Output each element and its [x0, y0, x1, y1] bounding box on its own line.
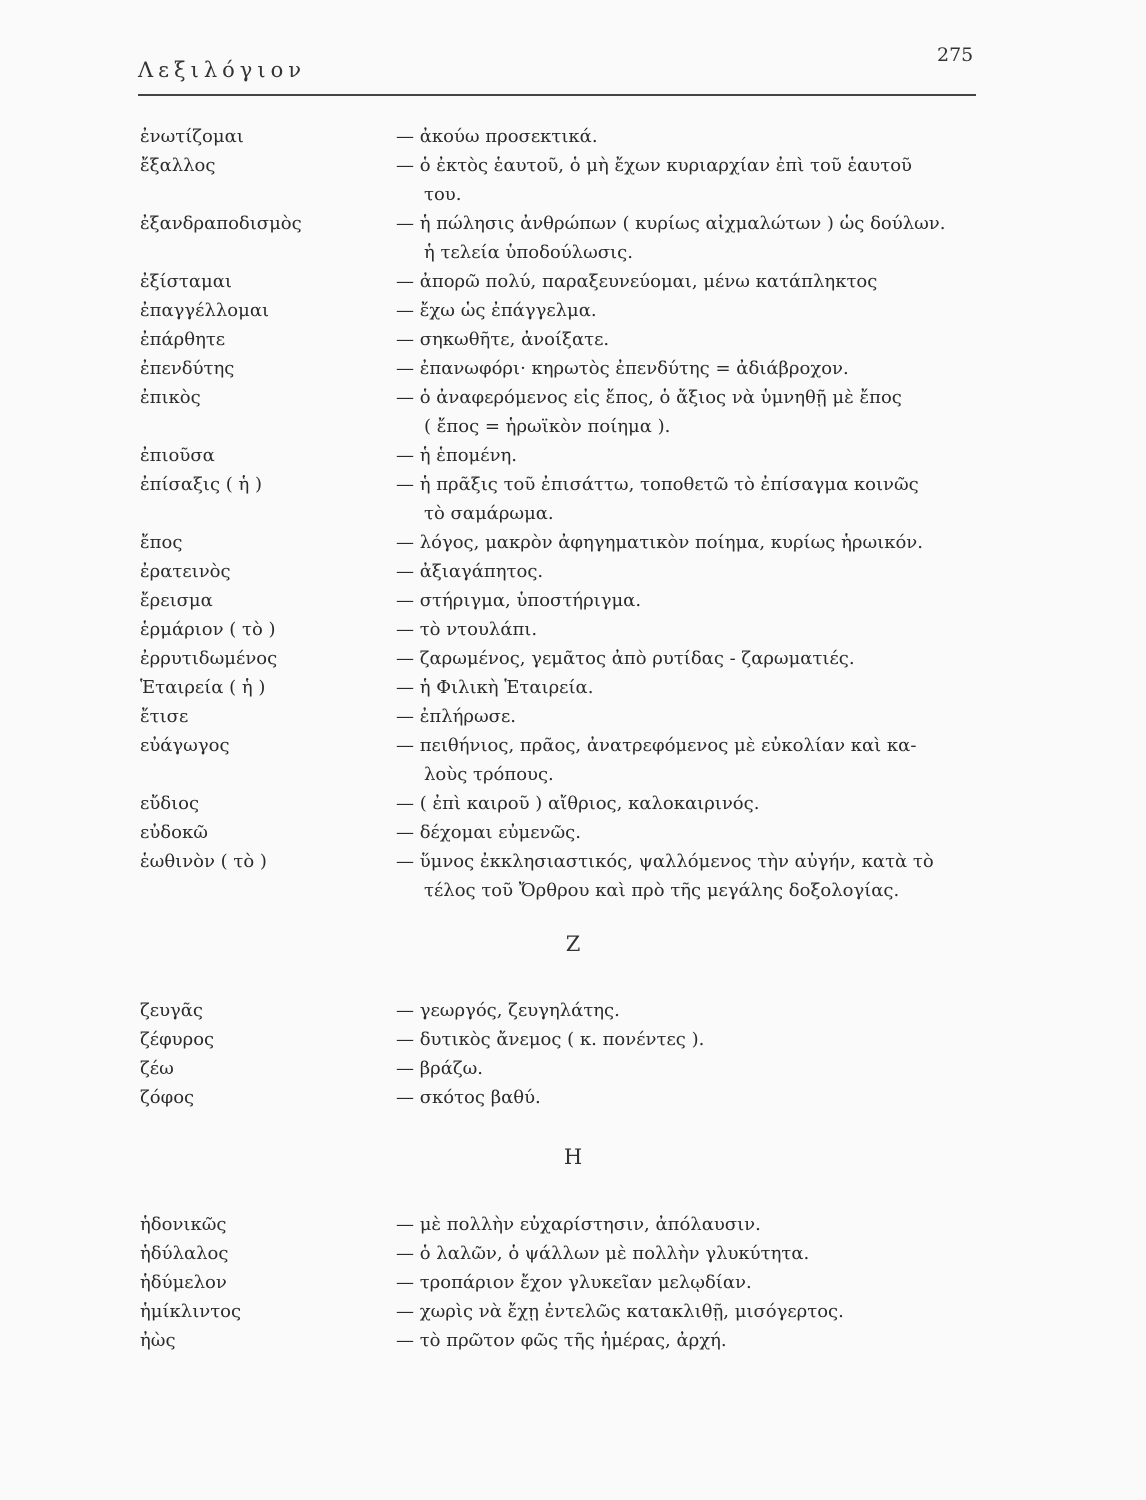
- entry-term: ἐξίσταμαι: [140, 271, 232, 292]
- definition-line: — δυτικὸς ἄνεμος ( κ. πονέντες ).: [396, 1029, 705, 1050]
- definition-continuation-line: ( ἔπος = ἡρωϊκὸν ποίημα ).: [424, 416, 671, 437]
- definition-line: — τροπάριον ἔχον γλυκεῖαν μελῳδίαν.: [396, 1272, 752, 1293]
- entry-definition: [396, 296, 996, 325]
- definition-line: — ἀκούω προσεκτικά.: [396, 126, 598, 147]
- entry-definition: [396, 441, 996, 470]
- section-zeta: [140, 996, 1000, 1112]
- entry-term: ἔτισε: [140, 706, 189, 727]
- entry-term: ζέω: [140, 1058, 174, 1079]
- header-rule: [138, 94, 976, 96]
- entry-term: ζόφος: [140, 1087, 195, 1108]
- section-letter-zeta: Ζ: [565, 932, 581, 956]
- glossary-entry: [140, 615, 1000, 644]
- entry-term: ἐνωτίζομαι: [140, 126, 244, 147]
- glossary-entry: [140, 325, 1000, 354]
- entry-definition: [396, 1025, 996, 1054]
- glossary-entry: [140, 586, 1000, 615]
- entry-term: ἠὼς: [140, 1330, 176, 1351]
- entry-definition: [396, 847, 996, 905]
- definition-continuation-line: λοὺς τρόπους.: [424, 764, 554, 785]
- glossary-entry: [140, 1054, 1000, 1083]
- entry-definition: [396, 1083, 996, 1112]
- definition-line: — βράζω.: [396, 1058, 484, 1079]
- glossary-entry: [140, 731, 1000, 789]
- glossary-entry: [140, 1326, 1000, 1355]
- entry-definition: [396, 673, 996, 702]
- definition-line: — ἡ πρᾶξις τοῦ ἐπισάττω, τοποθετῶ τὸ ἐπίσαγμα κοινῶς: [396, 474, 919, 495]
- page-number: 275: [937, 44, 974, 66]
- entry-definition: [396, 702, 996, 731]
- glossary-entry: [140, 1025, 1000, 1054]
- glossary-entry: [140, 1268, 1000, 1297]
- entry-term: ἐρρυτιδωμένος: [140, 648, 278, 669]
- entry-definition: [396, 818, 996, 847]
- entry-definition: [396, 1239, 996, 1268]
- entry-definition: [396, 1054, 996, 1083]
- entry-definition: [396, 151, 996, 209]
- glossary-entry: [140, 702, 1000, 731]
- entry-term: ἐπίσαξις ( ἡ ): [140, 474, 263, 495]
- entry-term: ἐπιοῦσα: [140, 445, 215, 466]
- entry-definition: [396, 209, 996, 267]
- definition-line: — ἀξιαγάπητος.: [396, 561, 544, 582]
- glossary-entry: [140, 1210, 1000, 1239]
- definition-line: — δέχομαι εὐμενῶς.: [396, 822, 581, 843]
- glossary-entry: [140, 296, 1000, 325]
- glossary-entry: [140, 441, 1000, 470]
- entry-term: ἐρατεινὸς: [140, 561, 231, 582]
- entry-definition: [396, 325, 996, 354]
- glossary-entry: [140, 996, 1000, 1025]
- section-eta: [140, 1210, 1000, 1355]
- definition-continuation-line: του.: [424, 184, 462, 205]
- entry-term: Ἑταιρεία ( ἡ ): [140, 677, 266, 698]
- definition-line: — σηκωθῆτε, ἀνοίξατε.: [396, 329, 610, 350]
- entry-term: εὔδιος: [140, 793, 200, 814]
- definition-continuation-line: τὸ σαμάρωμα.: [424, 503, 554, 524]
- definition-line: — ἐπλήρωσε.: [396, 706, 516, 727]
- entry-definition: [396, 528, 996, 557]
- glossary-entry: [140, 557, 1000, 586]
- entry-term: ἡδονικῶς: [140, 1214, 227, 1235]
- entry-term: ἡδύλαλος: [140, 1243, 229, 1264]
- entry-term: εὐδοκῶ: [140, 822, 208, 843]
- definition-line: — λόγος, μακρὸν ἀφηγηματικὸν ποίημα, κυρίως ἡρωικόν.: [396, 532, 923, 553]
- entry-definition: [396, 1210, 996, 1239]
- entry-term: ἡδύμελον: [140, 1272, 227, 1293]
- definition-line: — ζαρωμένος, γεμᾶτος ἀπὸ ρυτίδας - ζαρωματιές.: [396, 648, 855, 669]
- entry-definition: [396, 789, 996, 818]
- entry-term: ἔρεισμα: [140, 590, 213, 611]
- definition-line: — τὸ ντουλάπι.: [396, 619, 538, 640]
- section-epsilon: [140, 122, 1000, 905]
- definition-line: — μὲ πολλὴν εὐχαρίστησιν, ἀπόλαυσιν.: [396, 1214, 761, 1235]
- definition-line: — ( ἐπὶ καιροῦ ) αἴθριος, καλοκαιρινός.: [396, 793, 760, 814]
- entry-definition: [396, 470, 996, 528]
- glossary-entry: [140, 470, 1000, 528]
- glossary-entry: [140, 267, 1000, 296]
- entry-term: ἐπαγγέλλομαι: [140, 300, 270, 321]
- header-title: Λεξιλόγιον: [138, 58, 306, 82]
- entry-definition: [396, 615, 996, 644]
- glossary-entry: [140, 1239, 1000, 1268]
- glossary-entry: [140, 644, 1000, 673]
- entry-definition: [396, 267, 996, 296]
- entry-term: ἔξαλλος: [140, 155, 216, 176]
- definition-line: — τὸ πρῶτον φῶς τῆς ἡμέρας, ἀρχή.: [396, 1330, 727, 1351]
- glossary-entry: [140, 1083, 1000, 1112]
- glossary-entry: [140, 151, 1000, 209]
- section-letter-eta: Η: [563, 1145, 583, 1169]
- entry-term: ἐπικὸς: [140, 387, 201, 408]
- entry-term: ἑρμάριον ( τὸ ): [140, 619, 276, 640]
- entry-definition: [396, 557, 996, 586]
- entry-term: ἐξανδραποδισμὸς: [140, 213, 302, 234]
- entry-definition: [396, 586, 996, 615]
- definition-line: — ὁ λαλῶν, ὁ ψάλλων μὲ πολλὴν γλυκύτητα.: [396, 1243, 810, 1264]
- entry-definition: [396, 996, 996, 1025]
- glossary-entry: [140, 789, 1000, 818]
- entry-definition: [396, 1297, 996, 1326]
- definition-line: — χωρὶς νὰ ἔχῃ ἐντελῶς κατακλιθῇ, μισόγερτος.: [396, 1301, 844, 1322]
- entry-definition: [396, 1268, 996, 1297]
- entry-definition: [396, 383, 996, 441]
- entry-term: ἡμίκλιντος: [140, 1301, 242, 1322]
- definition-line: — σκότος βαθύ.: [396, 1087, 541, 1108]
- definition-line: — ἐπανωφόρι· κηρωτὸς ἐπενδύτης = ἀδιάβροχον.: [396, 358, 849, 379]
- entry-definition: [396, 122, 996, 151]
- glossary-entry: [140, 354, 1000, 383]
- definition-line: — στήριγμα, ὑποστήριγμα.: [396, 590, 642, 611]
- entry-definition: [396, 1326, 996, 1355]
- entry-definition: [396, 354, 996, 383]
- glossary-entry: [140, 209, 1000, 267]
- definition-line: — πειθήνιος, πρᾶος, ἀνατρεφόμενος μὲ εὐκολίαν καὶ κα-: [396, 735, 917, 756]
- definition-line: — ὁ ἐκτὸς ἑαυτοῦ, ὁ μὴ ἔχων κυριαρχίαν ἐπὶ τοῦ ἑαυτοῦ: [396, 155, 912, 176]
- entry-definition: [396, 644, 996, 673]
- glossary-entry: [140, 528, 1000, 557]
- definition-line: — ἔχω ὡς ἐπάγγελμα.: [396, 300, 597, 321]
- definition-line: — ἡ Φιλικὴ Ἑταιρεία.: [396, 677, 594, 698]
- glossary-entry: [140, 383, 1000, 441]
- glossary-entry: [140, 673, 1000, 702]
- glossary-entry: [140, 818, 1000, 847]
- entry-term: εὐάγωγος: [140, 735, 230, 756]
- definition-continuation-line: τέλος τοῦ Ὄρθρου καὶ πρὸ τῆς μεγάλης δοξολογίας.: [424, 880, 900, 901]
- definition-line: — ἡ ἑπομένη.: [396, 445, 518, 466]
- entry-term: ζέφυρος: [140, 1029, 215, 1050]
- glossary-entry: [140, 1297, 1000, 1326]
- definition-line: — ὁ ἀναφερόμενος εἰς ἔπος, ὁ ἄξιος νὰ ὑμνηθῇ μὲ ἔπος: [396, 387, 902, 408]
- entry-term: ἐπενδύτης: [140, 358, 235, 379]
- entry-term: ἐπάρθητε: [140, 329, 226, 350]
- glossary-entry: [140, 122, 1000, 151]
- definition-line: — ὕμνος ἐκκλησιαστικός, ψαλλόμενος τὴν αὐγήν, κατὰ τὸ: [396, 851, 934, 872]
- glossary-entry: [140, 847, 1000, 905]
- definition-line: — γεωργός, ζευγηλάτης.: [396, 1000, 620, 1021]
- definition-line: — ἡ πώλησις ἀνθρώπων ( κυρίως αἰχμαλώτων ) ὡς δούλων.: [396, 213, 946, 234]
- entry-term: ἔπος: [140, 532, 183, 553]
- entry-definition: [396, 731, 996, 789]
- entry-term: ζευγᾶς: [140, 1000, 204, 1021]
- definition-line: — ἀπορῶ πολύ, παραξευνεύομαι, μένω κατάπληκτος: [396, 271, 878, 292]
- definition-continuation-line: ἡ τελεία ὑποδούλωσις.: [424, 242, 633, 263]
- entry-term: ἑωθινὸν ( τὸ ): [140, 851, 267, 872]
